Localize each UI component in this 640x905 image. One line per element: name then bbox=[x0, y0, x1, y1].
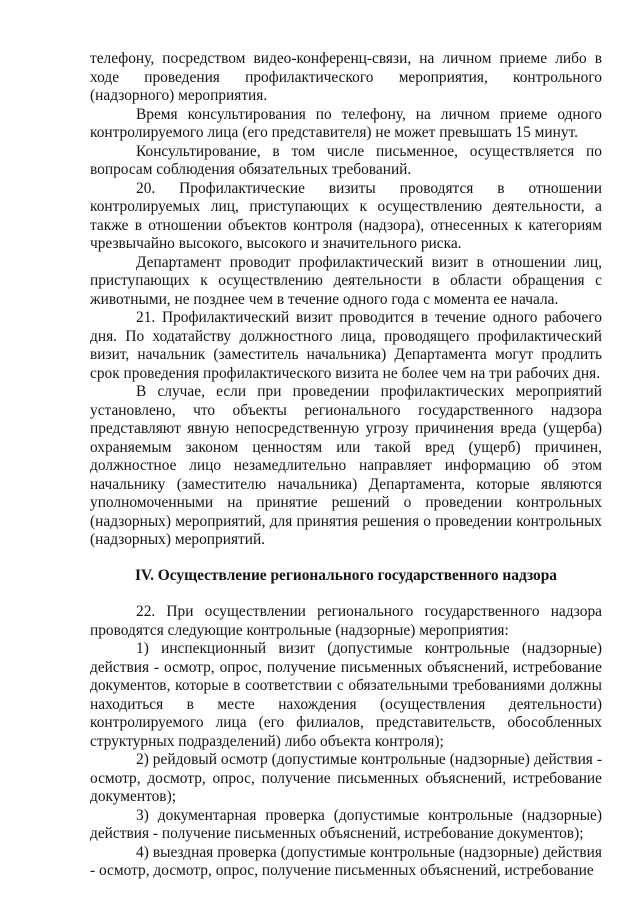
paragraph-consultation-topics: Консультирование, в том числе письменное, осуществляется по вопросам соблюдения обязательных требований. bbox=[90, 142, 602, 178]
list-item-onsite-check: 4) выездная проверка (допустимые контрольные (надзорные) действия - осмотр, досмотр, опрос, получение письменных объяснений, истребование bbox=[90, 843, 602, 879]
document-body bbox=[90, 50, 602, 881]
section-heading: IV. Осуществление регионального государственного надзора bbox=[134, 566, 557, 584]
paragraph-department-visit: Департамент проводит профилактический визит в отношении лиц, приступающих к осуществлению деятельности в области обращения с животными, не позднее чем в течение одного года с момента ее начала. bbox=[90, 253, 602, 308]
paragraph-threat-case: В случае, если при проведении профилактических мероприятий установлено, что объекты регионального государственного надзора представляют явную непосредственную угрозу причинения вреда (ущерба) охраняемым законом ценностям или такой вред (ущерб) причинен, должностное лицо незамедлительно направляет информацию об этом начальнику (заместителю начальника) Департамента, которые являются уполномоченными на принятие решений о проведении контрольных (надзорных) мероприятий, для принятия решения о проведении контрольных (надзорных) мероприятий. bbox=[90, 383, 602, 548]
list-item-inspection-visit: 1) инспекционный визит (допустимые контрольные (надзорные) действия - осмотр, опрос, получение письменных объяснений, истребование документов, которые в соответствии с обязательными требованиями должны находиться в месте нахождения (осуществления деятельности) контролируемого лица (его филиалов, представительств, обособленных структурных подразделений) либо объекта контроля); bbox=[90, 640, 602, 750]
paragraph-item-21: 21. Профилактический визит проводится в течение одного рабочего дня. По ходатайству должностного лица, проводящего профилактический визит, начальник (заместитель начальника) Департамента могут продлить срок проведения профилактического визита не более чем на три рабочих дня. bbox=[90, 309, 602, 382]
paragraph-consultation-time: Время консультирования по телефону, на личном приеме одного контролируемого лица (его представителя) не может превышать 15 минут. bbox=[90, 105, 602, 141]
list-item-raid-inspection: 2) рейдовый осмотр (допустимые контрольные (надзорные) действия - осмотр, досмотр, опрос, получение письменных объяснений, истребование документов); bbox=[90, 751, 602, 805]
paragraph-item-20: 20. Профилактические визиты проводятся в отношении контролируемых лиц, приступающих к осуществлению деятельности, а также в отношении объектов контроля (надзора), отнесенных к категориям чрезвычайно высокого, высокого и значительного риска. bbox=[90, 179, 602, 252]
list-item-documentary-check: 3) документарная проверка (допустимые контрольные (надзорные) действия - получение письменных объяснений, истребование документов); bbox=[90, 806, 602, 842]
paragraph-continuation: телефону, посредством видео-конференц-связи, на личном приеме либо в ходе проведения профилактического мероприятия, контрольного (надзорного) мероприятия. bbox=[90, 50, 602, 104]
paragraph-item-22: 22. При осуществлении регионального государственного надзора проводятся следующие контрольные (надзорные) мероприятия: bbox=[90, 603, 602, 639]
